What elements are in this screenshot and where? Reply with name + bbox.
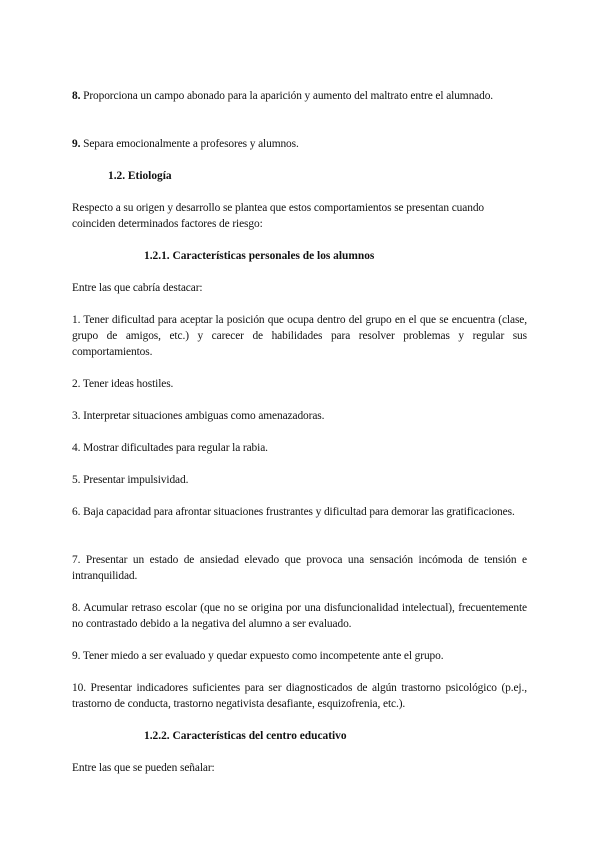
item-number: 9. (72, 138, 81, 150)
list-item-top-9 (72, 136, 527, 152)
list-item-alumnos-3: 3. Interpretar situaciones ambiguas como amenazadoras. (72, 410, 325, 422)
heading-etiologia: 1.2. Etiología (108, 170, 172, 182)
list-item-alumnos-1: 1. Tener dificultad para aceptar la posición que ocupa dentro del grupo en el que se encuentra (clase, grupo de amigos, etc.) y carecer de habilidades para resolver problemas y regular sus comportamientos. (72, 314, 527, 358)
paragraph-intro-etiologia: Respecto a su origen y desarrollo se plantea que estos comportamientos se presentan cuando coinciden determinados factores de riesgo: (72, 202, 485, 230)
heading-caracteristicas-alumnos: 1.2.1. Características personales de los alumnos (144, 250, 375, 262)
item-text: Separa emocionalmente a profesores y alumnos. (80, 138, 299, 150)
list-item-alumnos-2: 2. Tener ideas hostiles. (72, 378, 174, 390)
list-item-alumnos-8: 8. Acumular retraso escolar (que no se origina por una disfuncionalidad intelectual), frecuentemente no contrastado debido a la negativa del alumno a ser evaluado. (72, 602, 527, 630)
list-item-alumnos-6: 6. Baja capacidad para afrontar situaciones frustrantes y dificultad para demorar las gratificaciones. (72, 506, 515, 518)
list-item-alumnos-10: 10. Presentar indicadores suficientes para ser diagnosticados de algún trastorno psicológico (p.ej., trastorno de conducta, trastorno negativista desafiante, esquizofrenia, etc.). (72, 682, 527, 710)
paragraph-intro-centro: Entre las que se pueden señalar: (72, 762, 215, 774)
item-text: Proporciona un campo abonado para la aparición y aumento del maltrato entre el alumnado. (80, 90, 494, 102)
list-item-alumnos-9: 9. Tener miedo a ser evaluado y quedar expuesto como incompetente ante el grupo. (72, 650, 444, 662)
list-item-alumnos-7: 7. Presentar un estado de ansiedad elevado que provoca una sensación incómoda de tensión e intranquilidad. (72, 554, 527, 582)
list-item-top-8 (72, 88, 527, 104)
paragraph-intro-alumnos: Entre las que cabría destacar: (72, 282, 203, 294)
list-item-alumnos-5: 5. Presentar impulsividad. (72, 474, 189, 486)
item-number: 8. (72, 90, 81, 102)
heading-caracteristicas-centro: 1.2.2. Características del centro educativo (144, 730, 347, 742)
list-item-alumnos-4: 4. Mostrar dificultades para regular la rabia. (72, 442, 268, 454)
